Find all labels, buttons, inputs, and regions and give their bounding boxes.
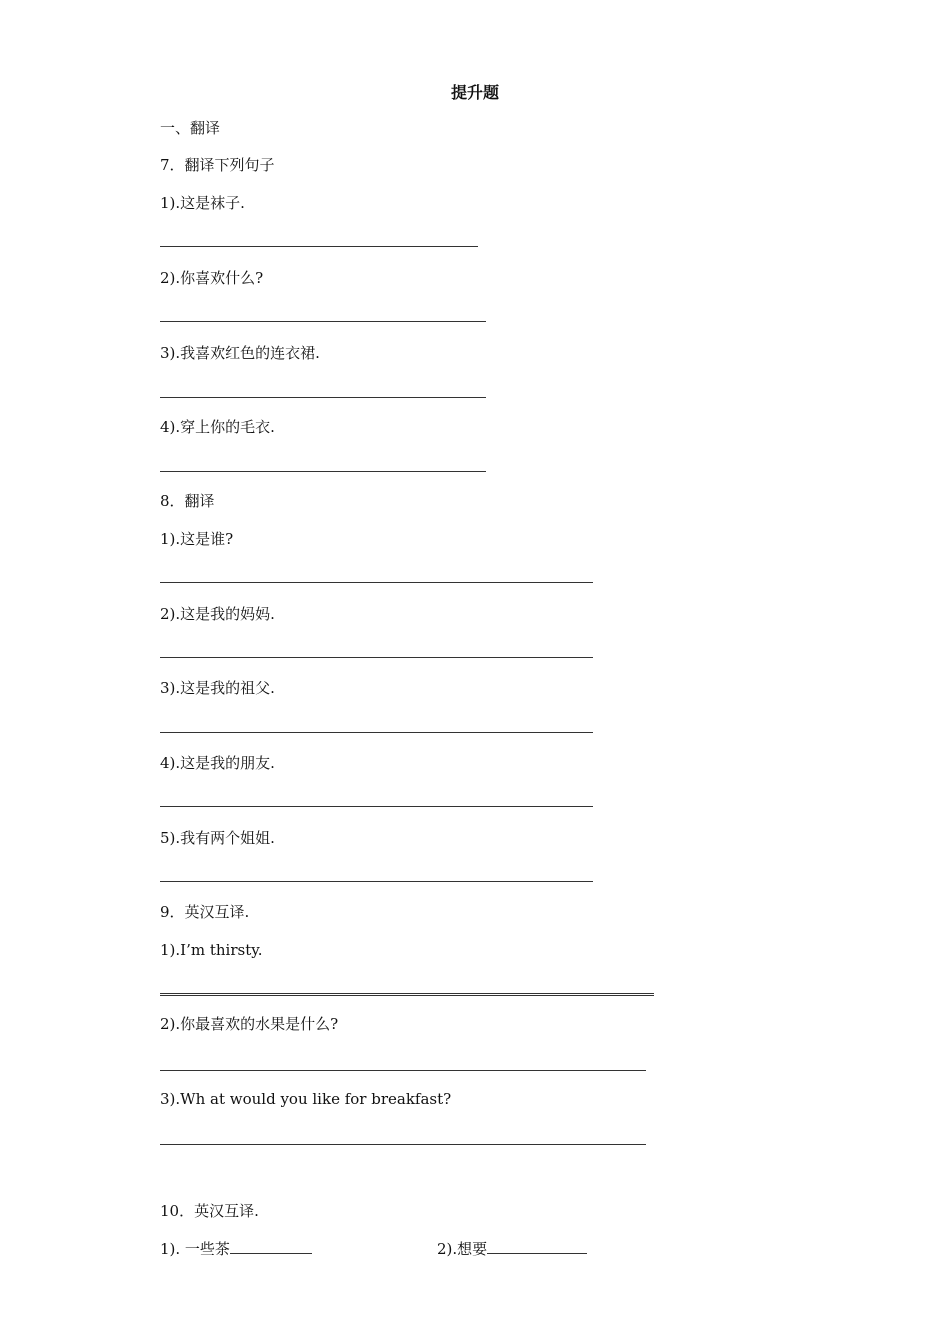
question-10-item-2 [437,1239,587,1259]
question-7-item-2: 2).你喜欢什么? [160,269,264,287]
answer-line[interactable] [160,732,593,733]
item-label: 2).想要 [437,1240,488,1258]
answer-line[interactable] [160,993,654,997]
question-9-item-2: 2).你最喜欢的水果是什么? [160,1015,339,1033]
item-label: 1). 一些茶 [160,1240,230,1258]
answer-line[interactable] [160,1144,646,1145]
question-10-item-1 [160,1239,312,1259]
question-9-item-3: 3).Wh at would you like for breakfast? [160,1090,452,1108]
question-8-item-2: 2).这是我的妈妈. [160,605,275,623]
question-8-item-1: 1).这是谁? [160,530,234,548]
answer-line[interactable] [160,246,478,247]
answer-line[interactable] [160,321,486,322]
question-8-heading: 8．翻译 [160,492,215,510]
section-heading: 一、翻译 [160,119,221,137]
answer-line[interactable] [160,582,593,583]
question-9-item-1: 1).I’m thirsty. [160,941,263,959]
question-8-item-5: 5).我有两个姐姐. [160,829,275,847]
question-8-item-4: 4).这是我的朋友. [160,754,275,772]
answer-line[interactable] [160,397,486,398]
question-7-item-4: 4).穿上你的毛衣. [160,418,275,436]
question-7-item-3: 3).我喜欢红色的连衣裙. [160,344,320,362]
answer-line[interactable] [160,471,486,472]
question-7-heading: 7．翻译下列句子 [160,156,275,174]
question-10-heading: 10．英汉互译. [160,1202,259,1220]
question-7-item-1: 1).这是袜子. [160,194,245,212]
question-8-item-3: 3).这是我的祖父. [160,679,275,697]
answer-line[interactable] [160,657,593,658]
answer-line[interactable] [160,1070,646,1071]
answer-blank[interactable] [230,1239,312,1254]
page-title: 提升题 [450,83,499,102]
answer-line[interactable] [160,881,593,882]
answer-blank[interactable] [487,1239,587,1254]
question-9-heading: 9．英汉互译. [160,903,250,921]
answer-line[interactable] [160,806,593,807]
